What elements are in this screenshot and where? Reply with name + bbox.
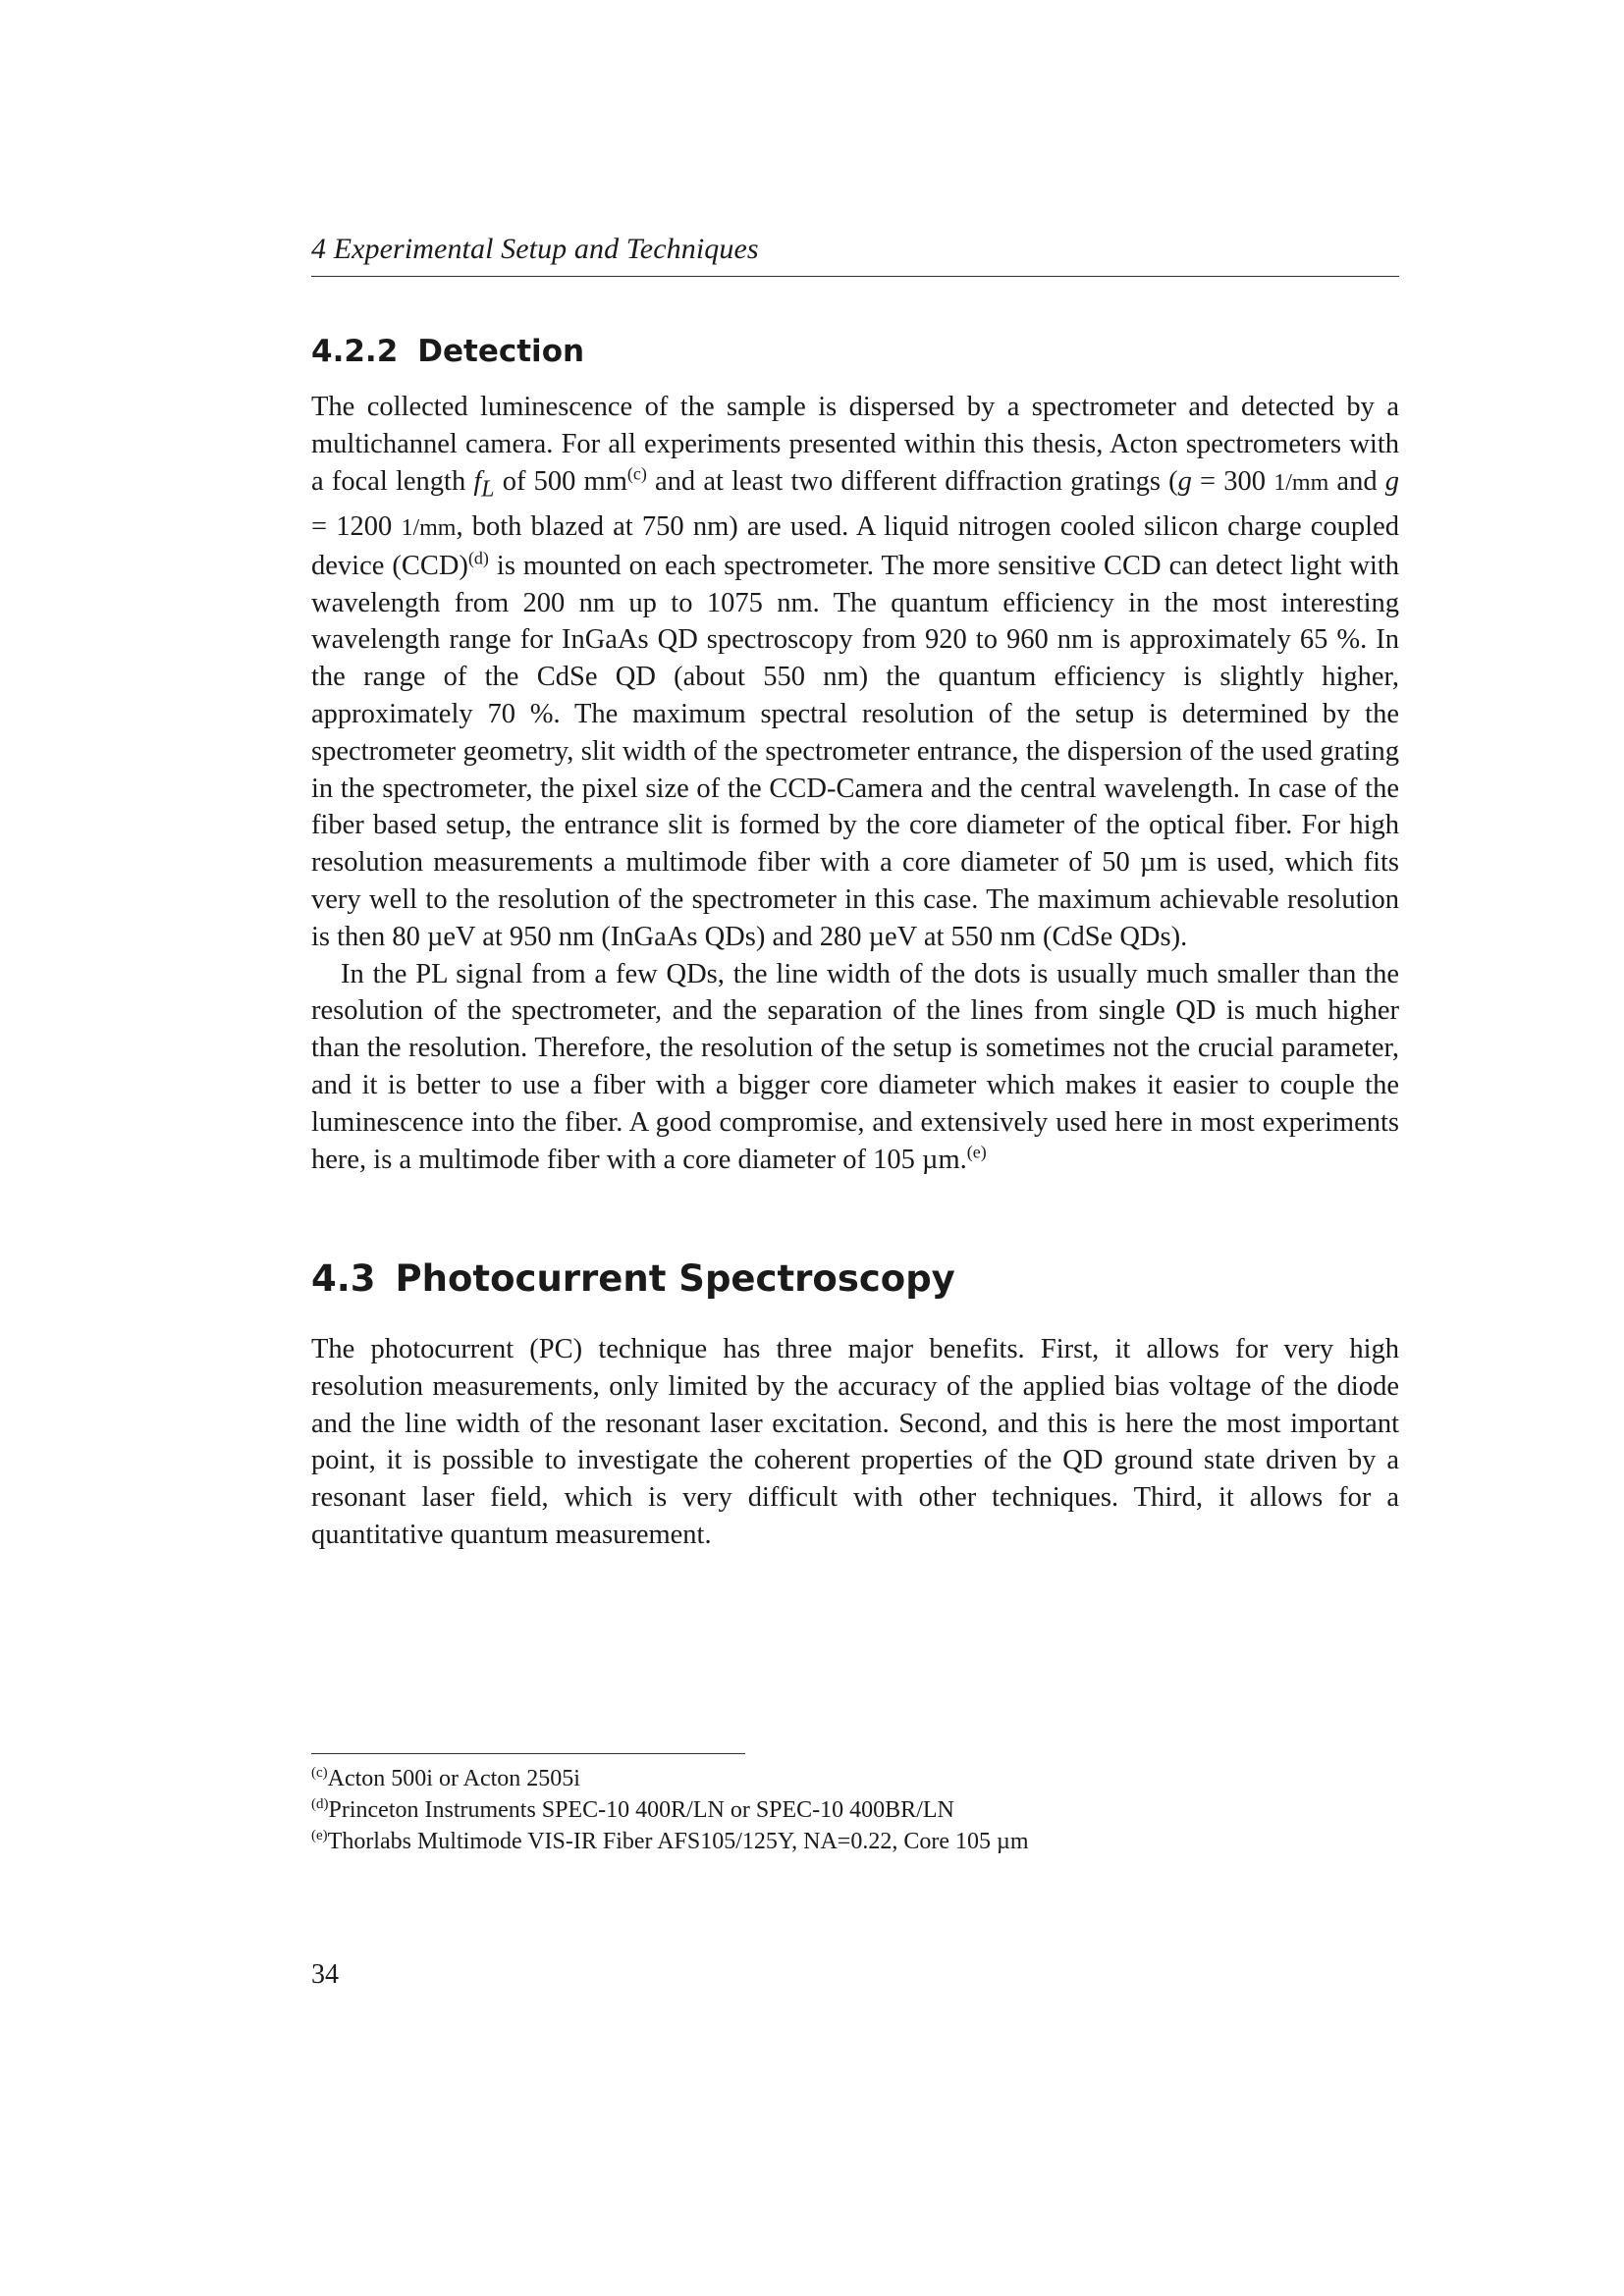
footnote-rule	[311, 1753, 745, 1754]
unit-per-mm: 1/mm	[1273, 469, 1329, 496]
footnote-label: (e)	[311, 1828, 328, 1843]
math-g: g	[1384, 465, 1400, 497]
footnote-text: Acton 500i or Acton 2505i	[327, 1766, 580, 1791]
detection-paragraph-2	[311, 956, 1399, 1179]
footnote-label: (c)	[311, 1765, 328, 1781]
footnotes	[311, 1763, 1399, 1857]
unit-per-mm: 1/mm	[401, 515, 457, 542]
header-rule	[311, 276, 1399, 277]
section-number: 4.3	[311, 1257, 376, 1300]
running-header: 4 Experimental Setup and Techniques	[311, 233, 759, 265]
footnote-label: (d)	[311, 1796, 329, 1812]
footnote-text: Princeton Instruments SPEC-10 400R/LN or SPEC-10 400BR/LN	[328, 1797, 954, 1823]
text-run: of 500 mm	[494, 465, 627, 497]
section-heading	[311, 1256, 955, 1302]
text-run: The collected luminescence of the sample is dispersed by a spectrometer and detected by a multichannel camera. For all experiments presented within this thesis, Acton spectrometers with a focal length	[311, 392, 1399, 497]
text-run: , both blazed at 750 nm) are used. A liquid nitrogen cooled silicon charge coupled device (CCD)	[311, 511, 1399, 581]
subsection-title: Detection	[417, 334, 585, 369]
footnote-e	[311, 1826, 1399, 1857]
text-run: and	[1328, 465, 1385, 497]
footnote-c	[311, 1763, 1399, 1794]
footnote-text: Thorlabs Multimode VIS-IR Fiber AFS105/125Y, NA=0.22, Core 105 µm	[327, 1829, 1029, 1854]
math-g: g	[1177, 465, 1192, 497]
text-run: and at least two different diffraction gratings (	[646, 465, 1178, 497]
footnote-mark-d[interactable]: (d)	[467, 548, 489, 568]
section-title: Photocurrent Spectroscopy	[395, 1257, 955, 1300]
text-run: In the PL signal from a few QDs, the line width of the dots is usually much smaller than the resolution of the spectrometer, and the separation of the lines from single QD is much higher than the resolution. Therefore, the resolution of the setup is sometimes not the crucial parameter, and it is better to use a fiber with a bigger core diameter which makes it easier to couple the luminescence into the fiber. A good compromise, and extensively used here in most experiments here, is a multimode fiber with a core diameter of 105 µm.	[311, 958, 1399, 1175]
subsection-heading	[311, 332, 584, 371]
subsection-number: 4.2.2	[311, 334, 399, 369]
focal-length-symbol	[473, 465, 495, 503]
photocurrent-body	[311, 1331, 1399, 1554]
footnote-d	[311, 1794, 1399, 1826]
text-run: = 1200	[311, 511, 402, 543]
detection-paragraph-1	[311, 389, 1399, 956]
photocurrent-paragraph-1: The photocurrent (PC) technique has three major benefits. First, it allows for very high resolution measurements, only limited by the accuracy of the applied bias voltage of the diode and the line width of the resonant laser excitation. Second, and this is here the most important point, it is possible to investigate the coherent properties of the QD ground state driven by a resonant laser field, which is very difficult with other techniques. Third, it allows for a quantitative quantum measurement.	[311, 1334, 1399, 1550]
text-run: = 300	[1191, 465, 1274, 497]
detection-body	[311, 389, 1399, 1178]
math-sub-l: L	[481, 476, 495, 503]
text-run: is mounted on each spectrometer. The more sensitive CCD can detect light with wavelength from 200 nm up to 1075 nm. The quantum efficiency in the most interesting wavelength range for InGaAs QD spectroscopy from 920 to 960 nm is approximately 65 %. In the range of the CdSe QD (about 550 nm) the quantum efficiency is slightly higher, approximately 70 %. The maximum spectral resolution of the setup is determined by the spectrometer geometry, slit width of the spectrometer entrance, the dispersion of the used grating in the spectrometer, the pixel size of the CCD-Camera and the central wavelength. In case of the fiber based setup, the entrance slit is formed by the core diameter of the optical fiber. For high resolution measurements a multimode fiber with a core diameter of 50 µm is used, which fits very well to the resolution of the spectrometer in this case. The maximum achievable resolution is then 80 µeV at 950 nm (InGaAs QDs) and 280 µeV at 550 nm (CdSe QDs).	[311, 550, 1400, 952]
math-f: f	[473, 465, 482, 497]
page-number: 34	[311, 1959, 339, 1990]
footnote-mark-c[interactable]: (c)	[626, 463, 647, 484]
page	[311, 0, 1399, 2296]
footnote-mark-e[interactable]: (e)	[966, 1142, 987, 1162]
